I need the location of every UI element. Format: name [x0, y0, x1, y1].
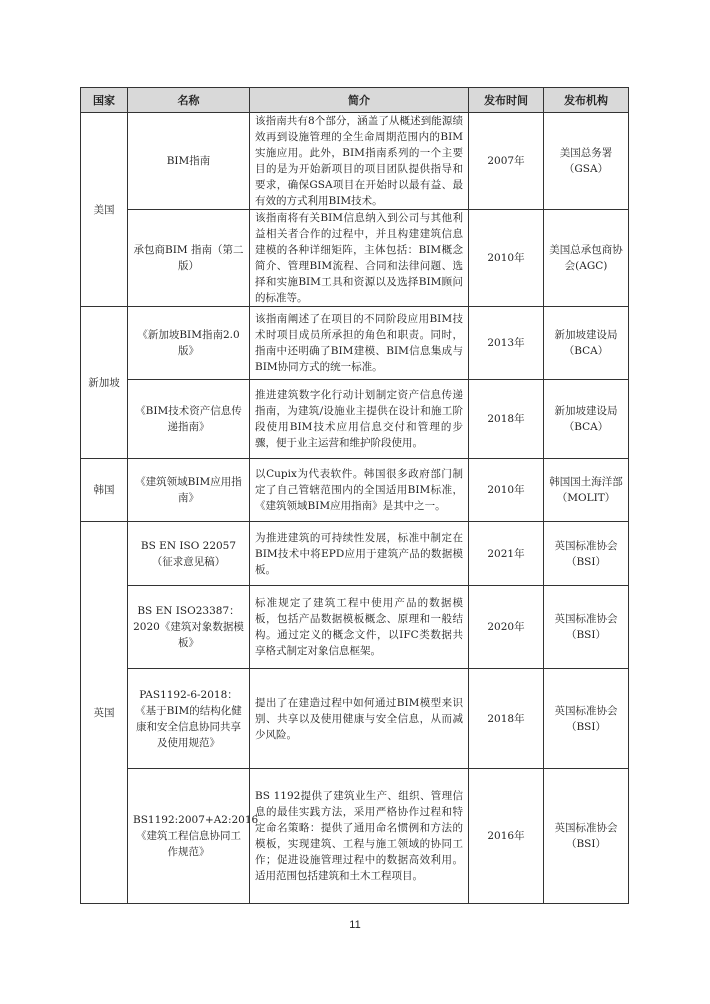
org-cell: 英国标准协会（BSI） [544, 522, 629, 586]
standards-table [80, 87, 629, 904]
table-header-row [81, 88, 629, 113]
date-cell: 2010年 [469, 459, 544, 522]
org-cell: 美国总务署（GSA） [544, 113, 629, 210]
table-row [81, 586, 629, 669]
intro-cell: BS 1192提供了建筑业生产、组织、管理信息的最佳实践方法，采用严格协作过程和特定命名策略：提供了通用命名惯例和方法的模板，实现建筑、工程与施工领域的协同工作；促进设施管理过程中的数据高效利用。适用范围包括建筑和土木工程项目。 [250, 769, 469, 904]
org-cell: 美国总承包商协会(AGC) [544, 210, 629, 307]
date-cell: 2021年 [469, 522, 544, 586]
header-date: 发布时间 [469, 88, 544, 113]
header-name: 名称 [128, 88, 250, 113]
name-cell: PAS1192-6-2018：《基于BIM的结构化健康和安全信息协同共享及使用规范》 [128, 669, 250, 769]
intro-cell: 以Cupix为代表软件。韩国很多政府部门制定了自己管辖范围内的全国适用BIM标准，《建筑领域BIM应用指南》是其中之一。 [250, 459, 469, 522]
intro-cell: 该指南将有关BIM信息纳入到公司与其他利益相关者合作的过程中，并且构建建筑信息建模的各种详细矩阵，主体包括：BIM概念简介、管理BIM流程、合同和法律问题、选择和实施BIM工具和资源以及选择BIM顾问的标准等。 [250, 210, 469, 307]
date-cell: 2018年 [469, 669, 544, 769]
intro-cell: 为推进建筑的可持续性发展，标准中制定在BIM技术中将EPD应用于建筑产品的数据模板。 [250, 522, 469, 586]
intro-cell: 提出了在建造过程中如何通过BIM模型来识别、共享以及使用健康与安全信息，从而减少风险。 [250, 669, 469, 769]
intro-cell: 该指南阐述了在项目的不同阶段应用BIM技术时项目成员所承担的角色和职责。同时，指南中还明确了BIM建模、BIM信息集成与BIM协同方式的统一标准。 [250, 307, 469, 380]
date-cell: 2016年 [469, 769, 544, 904]
country-cell: 美国 [81, 113, 128, 307]
org-cell: 英国标准协会（BSI） [544, 669, 629, 769]
header-intro: 简介 [250, 88, 469, 113]
date-cell: 2013年 [469, 307, 544, 380]
table-row [81, 380, 629, 459]
intro-cell: 推进建筑数字化行动计划制定资产信息传递指南，为建筑/设施业主提供在设计和施工阶段使用BIM技术应用信息交付和管理的步骤，便于业主运营和维护阶段使用。 [250, 380, 469, 459]
intro-cell: 标准规定了建筑工程中使用产品的数据模板，包括产品数据模板概念、原理和一般结构。通过定义的概念文件，以IFC类数据共享格式制定对象信息框架。 [250, 586, 469, 669]
page-number: 11 [349, 919, 361, 931]
org-cell: 新加坡建设局（BCA） [544, 307, 629, 380]
intro-cell: 该指南共有8个部分，涵盖了从概述到能源绩效再到设施管理的全生命周期范围内的BIM实施应用。此外，BIM指南系列的一个主要目的是为开始新项目的项目团队提供指导和要求，确保GSA项目在开始时以最有益、最有效的方式利用BIM技术。 [250, 113, 469, 210]
table-row [81, 669, 629, 769]
table-row [81, 769, 629, 904]
table-row [81, 307, 629, 380]
date-cell: 2010年 [469, 210, 544, 307]
name-cell: 《新加坡BIM指南2.0版》 [128, 307, 250, 380]
header-org: 发布机构 [544, 88, 629, 113]
country-cell: 英国 [81, 522, 128, 904]
table-row [81, 210, 629, 307]
name-cell: BIM指南 [128, 113, 250, 210]
date-cell: 2020年 [469, 586, 544, 669]
country-cell: 韩国 [81, 459, 128, 522]
header-country: 国家 [81, 88, 128, 113]
date-cell: 2007年 [469, 113, 544, 210]
name-cell: BS1192:2007+A2:2016《建筑工程信息协同工作规范》 [128, 769, 250, 904]
name-cell: BS EN ISO 22057（征求意见稿） [128, 522, 250, 586]
org-cell: 英国标准协会（BSI） [544, 769, 629, 904]
org-cell: 英国标准协会（BSI） [544, 586, 629, 669]
table-row [81, 522, 629, 586]
date-cell: 2018年 [469, 380, 544, 459]
org-cell: 韩国国土海洋部（MOLIT） [544, 459, 629, 522]
table-row [81, 113, 629, 210]
name-cell: 承包商BIM 指南（第二版） [128, 210, 250, 307]
name-cell: 《建筑领域BIM应用指南》 [128, 459, 250, 522]
country-cell: 新加坡 [81, 307, 128, 459]
name-cell: BS EN ISO23387：2020《建筑对象数据模板》 [128, 586, 250, 669]
org-cell: 新加坡建设局（BCA） [544, 380, 629, 459]
table-row [81, 459, 629, 522]
name-cell: 《BIM技术资产信息传递指南》 [128, 380, 250, 459]
